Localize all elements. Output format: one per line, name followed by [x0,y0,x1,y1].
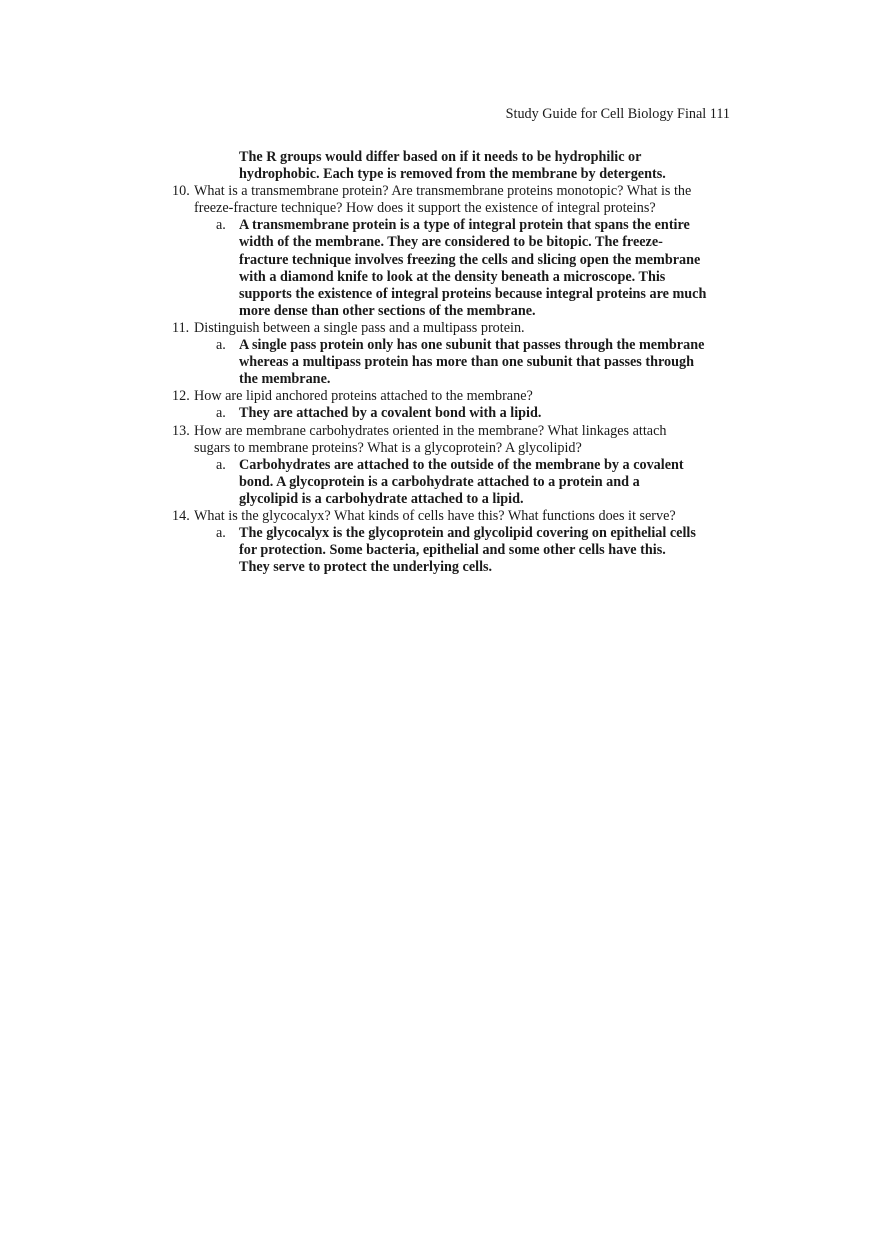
page-header-title: Study Guide for Cell Biology Final 111 [505,106,730,122]
answer-line: Carbohydrates are attached to the outside of the membrane by a covalent [239,456,684,473]
question-line: freeze-fracture technique? How does it support the existence of integral proteins? [194,200,656,217]
answer-11 [172,337,742,388]
question-line: What is the glycocalyx? What kinds of cells have this? What functions does it serve? [194,507,676,524]
answer-line: glycolipid is a carbohydrate attached to a lipid. [239,490,524,507]
answer-line: They are attached by a covalent bond with a lipid. [239,405,542,422]
answer-line: whereas a multipass protein has more than one subunit that passes through [239,354,695,371]
question-line: Distinguish between a single pass and a multipass protein. [194,319,525,336]
question-number: 14. [172,507,190,524]
question-11 [172,320,742,337]
answer-line: more dense than other sections of the membrane. [239,302,536,319]
question-12 [172,388,742,405]
answer-line: the membrane. [239,371,331,388]
answer-line: They serve to protect the underlying cells. [239,559,493,576]
study-guide-content [172,149,742,576]
question-13 [172,423,742,457]
answer-line: with a diamond knife to look at the density beneath a microscope. This [239,268,666,285]
continued-answer [239,149,742,183]
answer-line: for protection. Some bacteria, epithelial and some other cells have this. [239,542,666,559]
question-line: sugars to membrane proteins? What is a glycoprotein? A glycolipid? [194,439,582,456]
question-number: 10. [172,183,190,200]
answer-line: hydrophobic. Each type is removed from the membrane by detergents. [239,166,666,183]
question-line: What is a transmembrane protein? Are transmembrane proteins monotopic? What is the [194,183,692,200]
answer-line: The glycocalyx is the glycoprotein and glycolipid covering on epithelial cells [239,525,696,542]
answer-13 [172,457,742,508]
answer-line: The R groups would differ based on if it needs to be hydrophilic or [239,149,642,165]
question-number: 11. [172,319,190,336]
answer-line: fracture technique involves freezing the cells and slicing open the membrane [239,251,701,268]
question-line: How are membrane carbohydrates oriented in the membrane? What linkages attach [194,422,667,439]
answer-line: width of the membrane. They are considered to be bitopic. The freeze- [239,234,663,251]
answer-letter: a. [216,456,226,473]
answer-line: A single pass protein only has one subunit that passes through the membrane [239,337,705,354]
answer-line: A transmembrane protein is a type of integral protein that spans the entire [239,217,690,234]
question-number: 13. [172,422,190,439]
answer-letter: a. [216,217,226,234]
answer-letter: a. [216,405,226,422]
question-line: How are lipid anchored proteins attached to the membrane? [194,388,533,405]
answer-10 [172,217,742,320]
question-10 [172,183,742,217]
answer-line: bond. A glycoprotein is a carbohydrate attached to a protein and a [239,473,640,490]
question-number: 12. [172,388,190,405]
answer-14 [172,525,742,576]
answer-letter: a. [216,337,226,354]
question-14 [172,508,742,525]
answer-12 [172,405,742,422]
answer-line: supports the existence of integral proteins because integral proteins are much [239,285,707,302]
answer-letter: a. [216,525,226,542]
